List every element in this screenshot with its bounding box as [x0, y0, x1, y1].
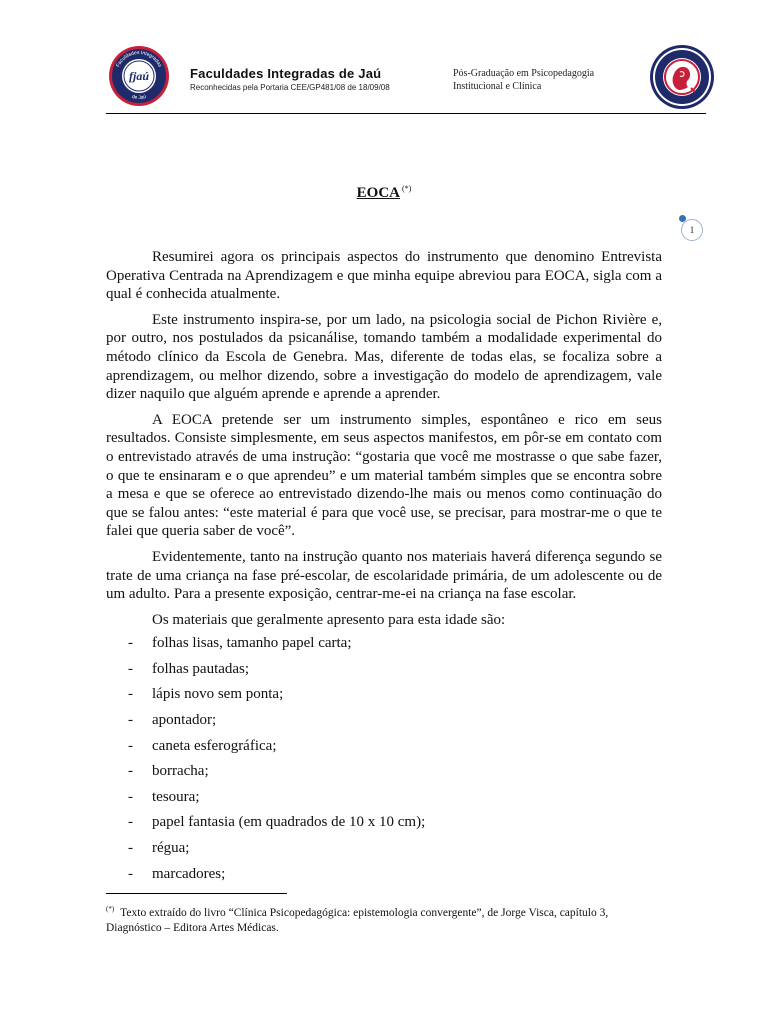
footnote-divider — [106, 893, 287, 894]
svg-text:Faculdades Integradas: Faculdades Integradas — [115, 49, 163, 69]
list-dash: - — [128, 763, 133, 780]
institution-recognition: Reconhecidas pela Portaria CEE/GP481/08 de 18/09/08 — [190, 83, 390, 92]
course-header — [453, 67, 594, 93]
list-item — [106, 865, 662, 891]
list-item — [106, 685, 662, 711]
paragraph: Este instrumento inspira-se, por um lado, na psicologia social de Pichon Rivière e, por outro, nos postulados da psicanálise, tomando também a modalidade experimental do método clínico da Escola de Genebra. Mas, diferente de todas elas, se focaliza sobre a aprendizagem, ou melhor dizendo, sobre a investigação do modelo de aprendizagem, vale dizer naquilo que alguém aprende e aprende a aprender. — [106, 311, 662, 403]
list-item — [106, 634, 662, 660]
list-item-text: marcadores; — [152, 865, 226, 882]
list-dash: - — [128, 737, 133, 754]
list-item-text: lápis novo sem ponta; — [152, 686, 284, 703]
list-item-text: régua; — [152, 840, 190, 857]
list-item — [106, 813, 662, 839]
list-item-text: tesoura; — [152, 788, 200, 805]
paragraph: Resumirei agora os principais aspectos do instrumento que denomino Entrevista Operativa Centrada na Aprendizagem e que minha equipe abreviou para EOCA, sigla com a qual é conhecida atualmente. — [106, 249, 662, 303]
course-line-1: Pós-Graduação em Psicopedagogia — [453, 68, 595, 79]
list-dash: - — [128, 686, 133, 703]
list-item — [106, 737, 662, 763]
list-item — [106, 788, 662, 814]
document-body — [106, 248, 662, 890]
svg-text:de Jaú: de Jaú — [131, 93, 147, 102]
course-line-2: Institucional e Clínica — [453, 81, 542, 92]
list-item — [106, 839, 662, 865]
footnote — [106, 902, 666, 936]
list-dash: - — [128, 788, 133, 805]
faculty-seal-logo — [108, 45, 170, 107]
list-dash: - — [128, 635, 133, 652]
list-dash: - — [128, 865, 133, 882]
list-item-text: borracha; — [152, 763, 209, 780]
list-item-text: papel fantasia (em quadrados de 10 x 10 cm); — [152, 814, 426, 831]
institution-header — [190, 66, 390, 92]
footnote-text: Texto extraído do livro “Clínica Psicopedagógica: epistemologia convergente”, de Jorge Visca, capítulo 3, Diagnóstico – Editora Artes Médicas. — [106, 906, 609, 934]
materials-intro: Os materiais que geralmente apresento para esta idade são: — [152, 611, 506, 628]
document-title — [0, 184, 768, 202]
materials-list — [106, 634, 662, 890]
list-item-text: folhas lisas, tamanho papel carta; — [152, 635, 352, 652]
paragraph: A EOCA pretende ser um instrumento simples, espontâneo e rico em seus resultados. Consiste simplesmente, em seus aspectos manifestos, em pôr-se em contato com o entrevistado através de uma instrução: “gostaria que você me mostrasse o que sabe fazer, o que te ensinaram e o que aprendeu” e um material também simples que se encontra sobre a mesa e que se oferece ao entrevistado dizendo-lhe mais ou menos como continuação do que se falou antes: “este material é para que você use, se precisar, para mostrar-me o que te falei que queria saber de você”. — [106, 411, 662, 540]
header-divider — [106, 113, 706, 114]
list-dash: - — [128, 814, 133, 831]
list-item — [106, 660, 662, 686]
list-dash: - — [128, 840, 133, 857]
svg-text:fjaú: fjaú — [128, 69, 150, 83]
list-item-text: caneta esferográfica; — [152, 737, 277, 754]
title-text: EOCA — [356, 185, 400, 201]
title-footnote-marker: (*) — [402, 184, 412, 193]
page-number: 1 — [681, 219, 703, 241]
list-dash: - — [128, 712, 133, 729]
paragraph: Evidentemente, tanto na instrução quanto nos materiais haverá diferença segundo se trate de uma criança na fase pré-escolar, de escolaridade primária, de um adolescente ou de um adulto. Para a presente exposição, centrar-me-ei na criança na fase escolar. — [106, 548, 662, 603]
psychopedagogy-seal-logo — [649, 44, 715, 110]
footnote-marker: (*) — [106, 905, 115, 913]
institution-name: Faculdades Integradas de Jaú — [190, 66, 382, 81]
list-dash: - — [128, 660, 133, 677]
list-item — [106, 711, 662, 737]
list-item-text: apontador; — [152, 712, 217, 729]
list-item — [106, 762, 662, 788]
list-item-text: folhas pautadas; — [152, 660, 250, 677]
